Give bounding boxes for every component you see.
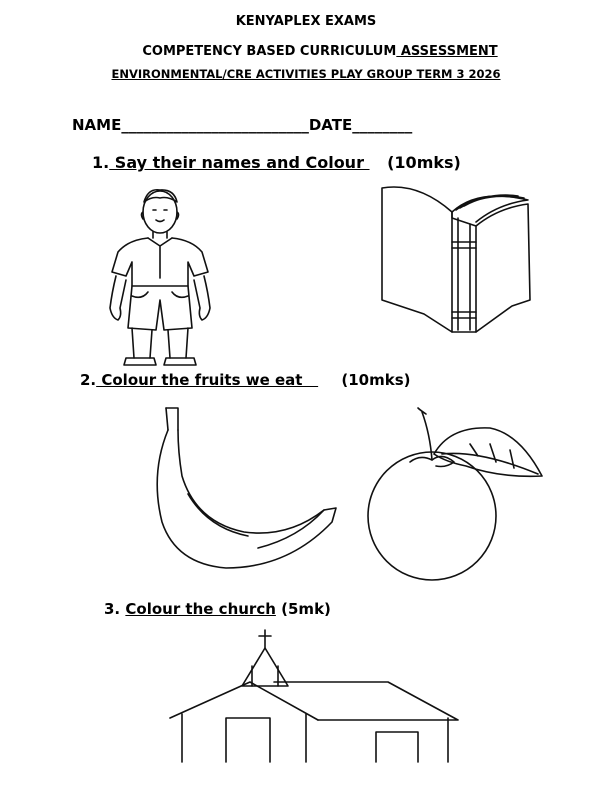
curriculum-title (14, 44, 612, 59)
question-2 (80, 371, 410, 389)
name-date-row (72, 116, 412, 134)
date-line[interactable]: ________ (352, 116, 413, 134)
question-2-marks: (10mks) (341, 371, 411, 389)
church-picture (170, 626, 470, 766)
question-3-number: 3. (104, 600, 121, 618)
orange-picture (350, 404, 550, 584)
banana-picture (148, 404, 348, 574)
name-label: NAME (72, 116, 122, 134)
date-label: DATE (308, 116, 353, 134)
curriculum-suffix: ASSESSMENT (396, 44, 498, 59)
book-picture (378, 182, 538, 342)
school-title: KENYAPLEX EXAMS (235, 14, 377, 29)
question-2-number: 2. (80, 371, 97, 389)
question-3-instruction: Colour the church (125, 600, 276, 618)
name-line[interactable]: _________________________ (121, 116, 309, 134)
question-1-number: 1. (92, 153, 110, 172)
curriculum-prefix: COMPETENCY BASED CURRICULUM (142, 44, 397, 59)
boy-picture (98, 188, 228, 368)
question-3-marks: (5mk) (281, 600, 331, 618)
question-2-instruction: Colour the fruits we eat (96, 371, 319, 389)
question-1 (92, 153, 461, 172)
question-1-marks: (10mks) (387, 153, 461, 172)
question-1-instruction: Say their names and Colour (109, 153, 370, 172)
question-3 (104, 600, 331, 618)
subject-line: ENVIRONMENTAL/CRE ACTIVITIES PLAY GROUP TERM 3 2026 (111, 67, 501, 81)
